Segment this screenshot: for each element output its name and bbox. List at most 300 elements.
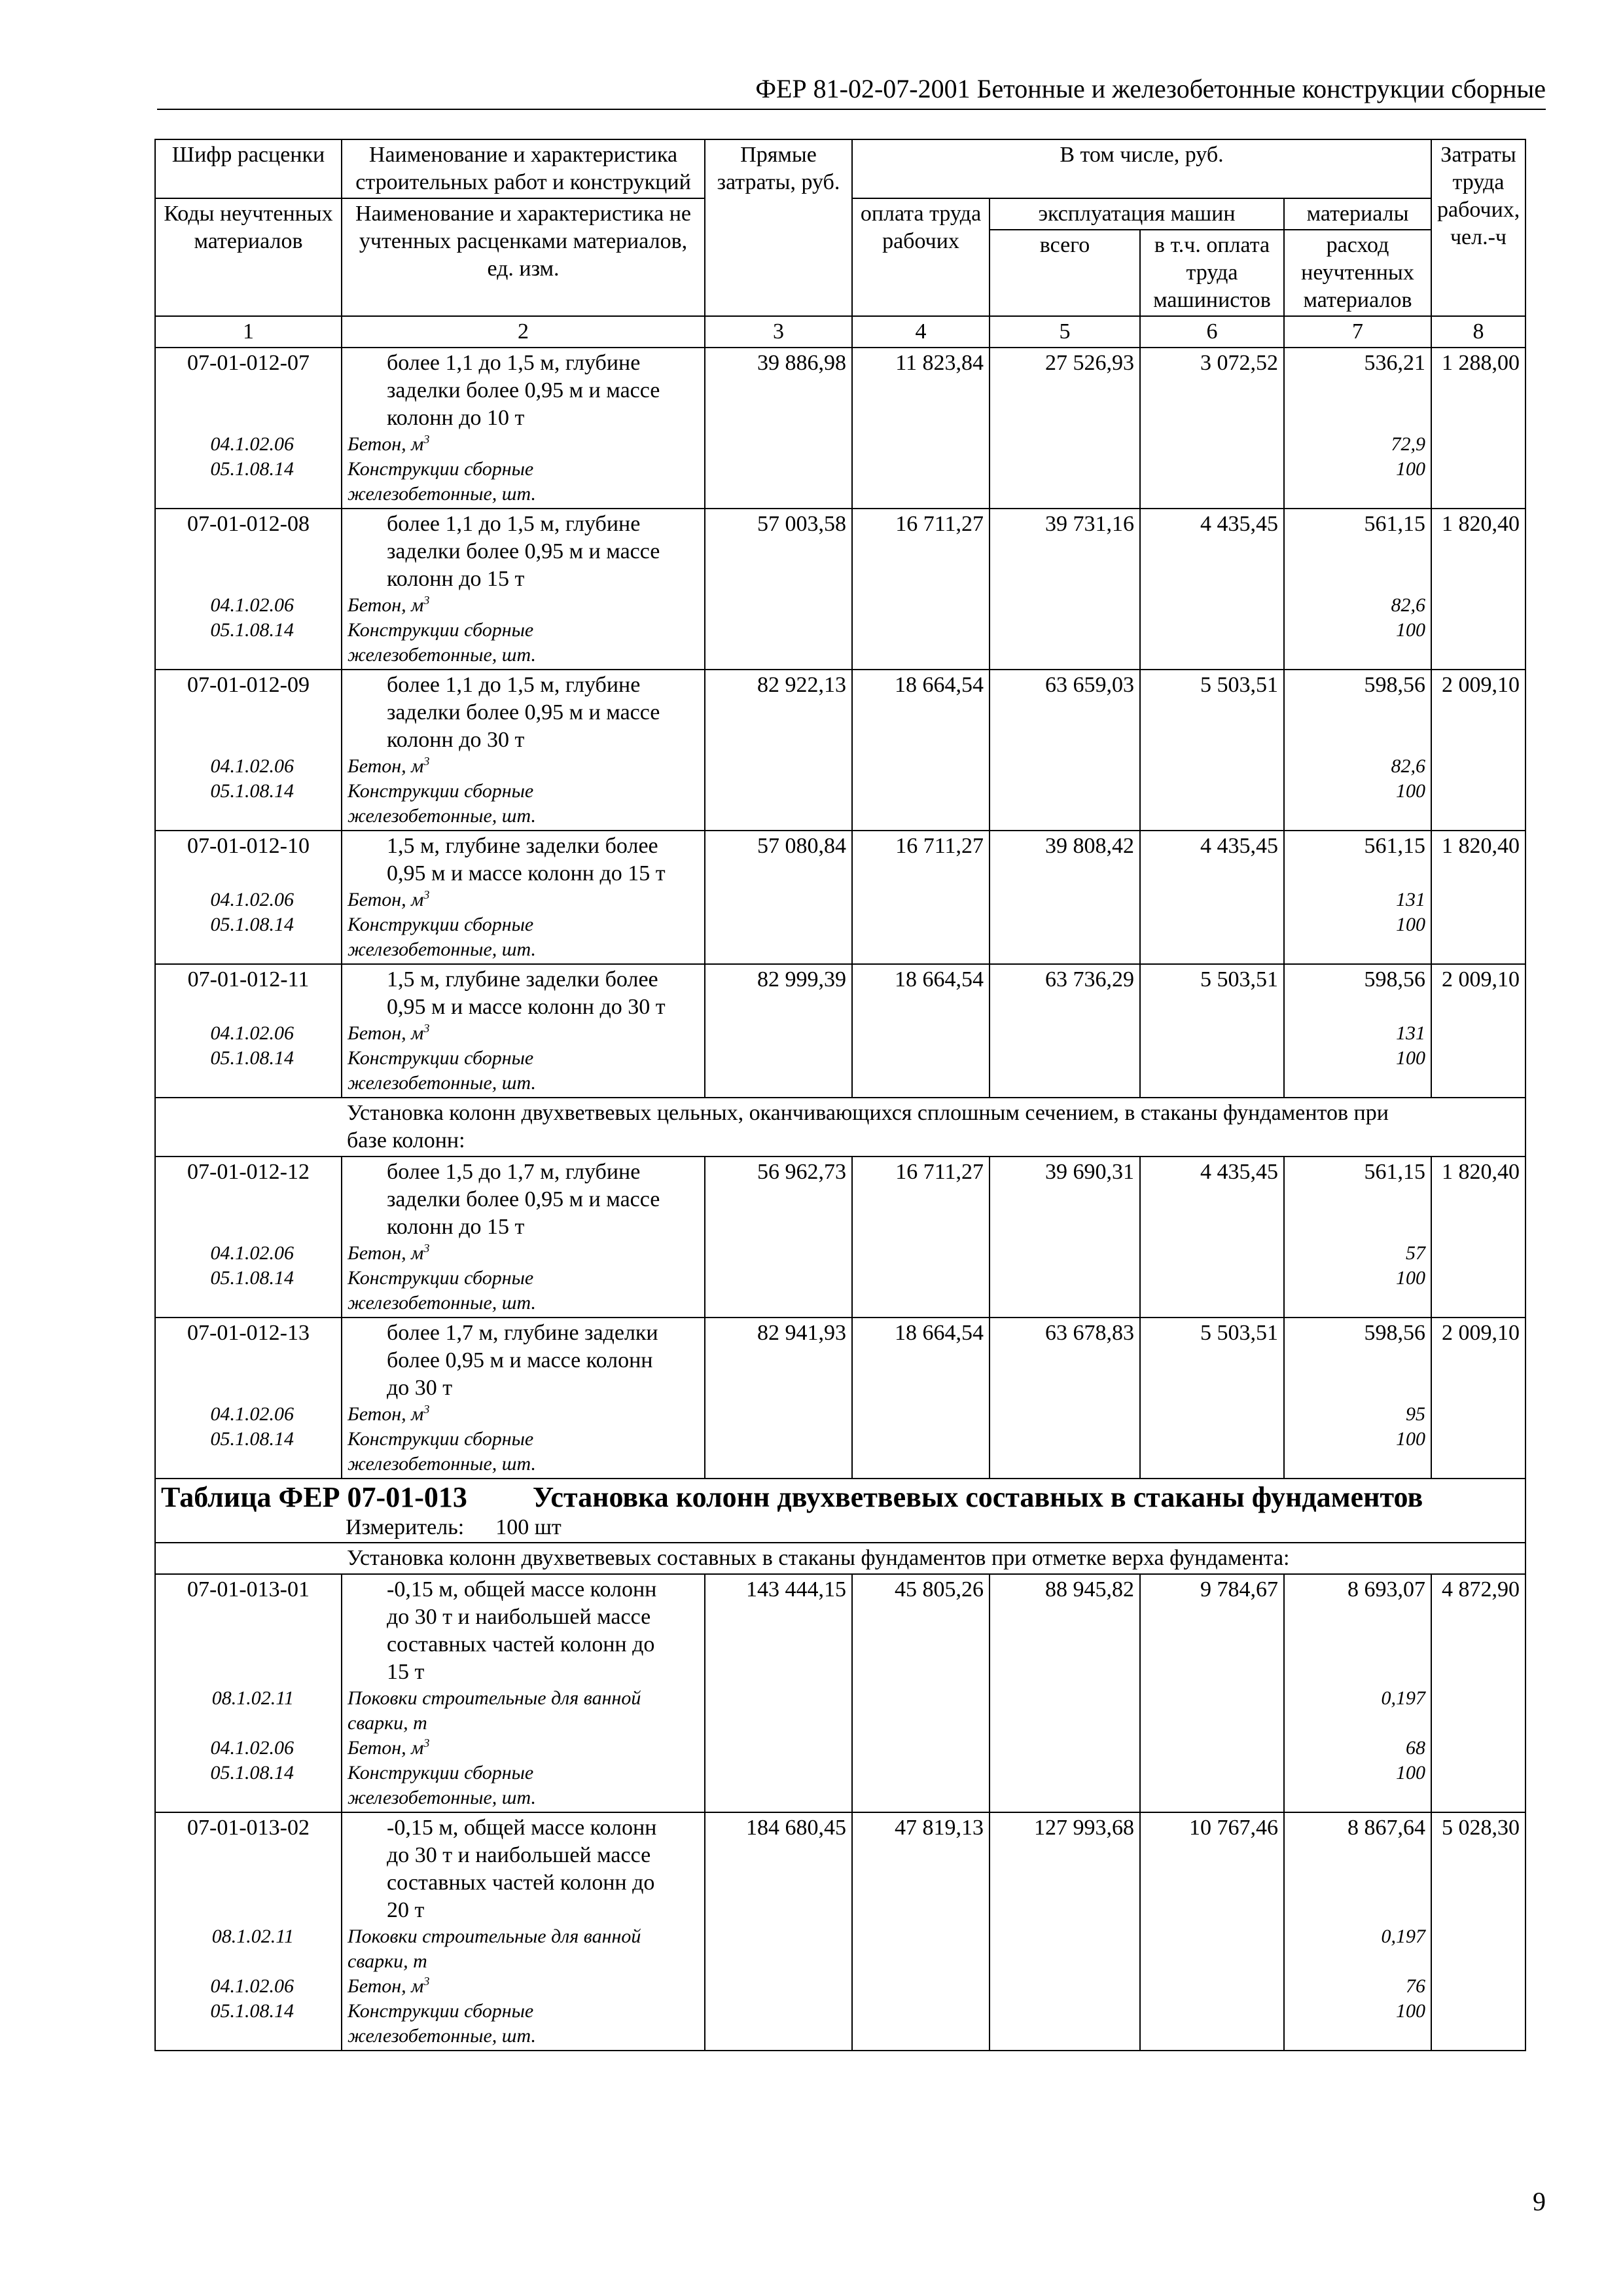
rate-desc-line: более 1,7 м, глубине заделки: [387, 1321, 658, 1345]
rate-direct: 57 003,58: [757, 512, 846, 536]
code-spacer: [161, 377, 336, 432]
rate-materials: 561,15: [1364, 834, 1425, 858]
material-qty: 100: [1396, 780, 1425, 802]
material-name: [348, 432, 699, 457]
material-name: [348, 1046, 699, 1071]
rate-desc-cell: [342, 1318, 705, 1479]
rate-labor-cell: [852, 1157, 990, 1318]
qty-spacer: [1290, 1452, 1425, 1477]
header-direct: Прямые затраты, руб.: [705, 139, 852, 316]
rate-code: 07-01-012-09: [187, 673, 310, 697]
rate-desc-cell: [342, 1157, 705, 1318]
cube-superscript: 3: [423, 1403, 430, 1416]
code-spacer: [161, 1186, 336, 1241]
qty-spacer: [1290, 994, 1425, 1021]
rate-materials-cell: [1284, 670, 1431, 831]
rate-mach-labor-cell: [1140, 348, 1284, 509]
rate-direct-cell: [705, 1812, 852, 2051]
rate-direct: 82 922,13: [757, 673, 846, 697]
rate-hours-cell: [1431, 670, 1525, 831]
cube-superscript: 3: [423, 755, 430, 768]
header-labor: оплата труда рабочих: [852, 198, 990, 316]
section-text-cell: [342, 1098, 1525, 1157]
material-name: [348, 754, 699, 779]
rate-direct-cell: [705, 670, 852, 831]
qty-spacer: [1290, 538, 1425, 593]
material-name-text: Бетон, м: [348, 1975, 424, 1997]
header-mach-total: всего: [990, 230, 1140, 316]
header-group: В том числе, руб.: [852, 139, 1431, 198]
material-name: [348, 1266, 699, 1291]
rate-desc-line: 0,95 м и массе колонн до 15 т: [387, 861, 666, 886]
rate-desc-line: заделки более 0,95 м и массе: [387, 700, 660, 725]
material-qty: 57: [1406, 1242, 1425, 1264]
cube-superscript: 3: [423, 433, 430, 446]
rate-mach-labor: 5 503,51: [1200, 1321, 1278, 1345]
rate-row: [155, 509, 1525, 670]
rate-direct: 82 999,39: [757, 967, 846, 992]
rate-mach: 127 993,68: [1034, 1816, 1134, 1840]
rate-direct: 56 962,73: [757, 1160, 846, 1184]
qty-spacer: [1290, 1347, 1425, 1402]
rate-desc-line: до 30 т и наибольшей массе: [387, 1843, 651, 1867]
material-name-text: Конструкции сборные: [348, 458, 534, 480]
rate-direct: 39 886,98: [757, 351, 846, 375]
rate-mach-labor: 5 503,51: [1200, 673, 1278, 697]
rate-desc-cell: [342, 670, 705, 831]
table-title-number: Таблица ФЕР 07-01-013: [161, 1481, 467, 1513]
material-code: 04.1.02.06: [210, 755, 294, 777]
section-row: [155, 1098, 1525, 1157]
measure-label: Измеритель:: [346, 1515, 465, 1539]
section-empty-cell: [155, 1098, 342, 1157]
rate-mach: 63 678,83: [1045, 1321, 1134, 1345]
col-num: 4: [852, 316, 990, 348]
material-name: [348, 1021, 699, 1046]
rate-code-cell: [155, 1157, 342, 1318]
rate-code-cell: [155, 831, 342, 964]
material-name-cont: железобетонные, шт.: [348, 2025, 536, 2047]
rate-mach-labor-cell: [1140, 1574, 1284, 1812]
material-code: 08.1.02.11: [211, 1687, 294, 1709]
rate-labor-cell: [852, 1574, 990, 1812]
material-name-text: Бетон, м: [348, 594, 424, 616]
material-name-text: Конструкции сборные: [348, 1267, 534, 1289]
material-name-text: Поковки строительные для ванной: [348, 1687, 641, 1709]
rate-labor-cell: [852, 1318, 990, 1479]
rate-desc-line: более 0,95 м и массе колонн: [387, 1348, 653, 1372]
material-code: 04.1.02.06: [210, 1022, 294, 1044]
rate-code: 07-01-012-11: [187, 967, 310, 992]
rate-row: [155, 670, 1525, 831]
rate-desc-line: заделки более 0,95 м и массе: [387, 378, 660, 403]
rate-materials-cell: [1284, 964, 1431, 1098]
rate-mach-cell: [990, 348, 1140, 509]
material-code: 04.1.02.06: [210, 1975, 294, 1997]
code-spacer: [161, 1604, 336, 1686]
rate-desc-line: 0,95 м и массе колонн до 30 т: [387, 995, 666, 1019]
rate-mach-labor: 10 767,46: [1189, 1816, 1278, 1840]
rate-labor: 16 711,27: [895, 834, 984, 858]
rate-materials: 598,56: [1364, 967, 1425, 992]
rate-labor: 16 711,27: [895, 1160, 984, 1184]
rate-desc-line: 20 т: [387, 1898, 425, 1922]
column-numbers-row: [155, 316, 1525, 348]
rate-code: 07-01-012-12: [187, 1160, 310, 1184]
rate-hours: 1 820,40: [1442, 834, 1520, 858]
material-qty: 95: [1406, 1403, 1425, 1425]
rate-desc-line: составных частей колонн до: [387, 1871, 655, 1895]
table-title-row: [155, 1479, 1525, 1543]
material-qty: 100: [1396, 914, 1425, 935]
rate-desc-cell: [342, 348, 705, 509]
rate-labor: 18 664,54: [895, 967, 984, 992]
section-text-line: Установка колонн двухветвевых составных в стаканы фундаментов при отметке верха фундамента:: [347, 1546, 1290, 1570]
qty-spacer: [1290, 699, 1425, 754]
rate-desc-line: более 1,1 до 1,5 м, глубине: [387, 673, 641, 697]
col-num: 5: [990, 316, 1140, 348]
rate-code: 07-01-012-13: [187, 1321, 310, 1345]
rate-direct-cell: [705, 1574, 852, 1812]
rate-code-cell: [155, 1574, 342, 1812]
rate-mach-cell: [990, 831, 1140, 964]
rate-hours-cell: [1431, 964, 1525, 1098]
section-empty-cell: [155, 1543, 342, 1574]
rate-mach: 88 945,82: [1045, 1577, 1134, 1602]
rate-mach-labor-cell: [1140, 1812, 1284, 2051]
rate-direct-cell: [705, 964, 852, 1098]
rate-desc-line: колонн до 30 т: [387, 728, 525, 752]
rate-materials-cell: [1284, 831, 1431, 964]
rate-hours: 1 820,40: [1442, 512, 1520, 536]
col-num: 8: [1431, 316, 1525, 348]
material-code: 08.1.02.11: [211, 1926, 294, 1947]
material-code: 05.1.08.14: [210, 2000, 294, 2022]
material-name: [348, 888, 699, 912]
col-num: 1: [155, 316, 342, 348]
rate-mach-cell: [990, 1574, 1140, 1812]
qty-spacer: [1290, 643, 1425, 668]
material-qty: 100: [1396, 619, 1425, 641]
material-name-cont: железобетонные, шт.: [348, 1072, 536, 1094]
material-qty: 100: [1396, 2000, 1425, 2022]
rate-mach: 27 526,93: [1045, 351, 1134, 375]
rate-mach-cell: [990, 1157, 1140, 1318]
material-qty: 100: [1396, 1047, 1425, 1069]
rate-row: [155, 1812, 1525, 2051]
rate-mach: 39 731,16: [1045, 512, 1134, 536]
rate-direct: 82 941,93: [757, 1321, 846, 1345]
rate-row: [155, 964, 1525, 1098]
material-code: 04.1.02.06: [210, 433, 294, 455]
qty-spacer: [1290, 1785, 1425, 1810]
rate-desc-cell: [342, 831, 705, 964]
rate-desc-line: более 1,1 до 1,5 м, глубине: [387, 512, 641, 536]
rate-row: [155, 348, 1525, 509]
material-name-cont: железобетонные, шт.: [348, 939, 536, 960]
rate-code-cell: [155, 1812, 342, 2051]
rate-labor: 16 711,27: [895, 512, 984, 536]
material-name-cont: железобетонные, шт.: [348, 1292, 536, 1314]
code-spacer: [161, 860, 336, 888]
material-name: [348, 457, 699, 482]
section-text-line: Установка колонн двухветвевых цельных, оканчивающихся сплошным сечением, в стаканы фундаментов при: [347, 1101, 1389, 1125]
rate-materials: 8 693,07: [1347, 1577, 1425, 1602]
rate-direct-cell: [705, 509, 852, 670]
material-name-text: Конструкции сборные: [348, 1762, 534, 1784]
material-name-text: Конструкции сборные: [348, 914, 534, 935]
cube-superscript: 3: [423, 888, 430, 901]
material-qty: 76: [1406, 1975, 1425, 1997]
material-code-spacer: [161, 482, 336, 507]
material-name: [348, 1427, 699, 1452]
material-name: [348, 1974, 699, 1999]
material-code-spacer: [161, 1785, 336, 1810]
rate-materials-cell: [1284, 1318, 1431, 1479]
material-qty: 72,9: [1391, 433, 1425, 455]
rate-code: 07-01-013-01: [187, 1577, 310, 1602]
qty-spacer: [1290, 1949, 1425, 1974]
rate-hours-cell: [1431, 348, 1525, 509]
material-code: 04.1.02.06: [210, 594, 294, 616]
header-mach-labor: в т.ч. оплата труда машинистов: [1140, 230, 1284, 316]
rate-desc-line: колонн до 15 т: [387, 1215, 525, 1239]
material-code: 05.1.08.14: [210, 1762, 294, 1784]
rate-desc-line: 1,5 м, глубине заделки более: [387, 967, 658, 992]
material-code-spacer: [161, 1291, 336, 1316]
measure-line: [161, 1515, 1520, 1541]
rate-mach: 39 690,31: [1045, 1160, 1134, 1184]
rate-hours-cell: [1431, 1318, 1525, 1479]
rate-labor: 47 819,13: [895, 1816, 984, 1840]
material-name: [348, 1924, 699, 1949]
header-materials: материалы: [1284, 198, 1431, 230]
measure-value: 100 шт: [495, 1515, 562, 1539]
code-spacer: [161, 994, 336, 1021]
rate-desc-line: более 1,1 до 1,5 м, глубине: [387, 351, 641, 375]
rate-code-cell: [155, 509, 342, 670]
qty-spacer: [1290, 1842, 1425, 1924]
rate-code-cell: [155, 1318, 342, 1479]
material-code: 05.1.08.14: [210, 1047, 294, 1069]
rate-code-cell: [155, 964, 342, 1098]
table-title-cell: [155, 1479, 1525, 1543]
rate-hours: 4 872,90: [1442, 1577, 1520, 1602]
rate-mach-labor: 4 435,45: [1200, 834, 1278, 858]
rate-materials-cell: [1284, 1574, 1431, 1812]
material-name-text: Бетон, м: [348, 1022, 424, 1044]
code-spacer: [161, 538, 336, 593]
rate-desc-cell: [342, 964, 705, 1098]
rates-table: [154, 139, 1526, 2051]
material-name-text: Конструкции сборные: [348, 619, 534, 641]
rate-materials: 598,56: [1364, 1321, 1425, 1345]
rate-row: [155, 1574, 1525, 1812]
rate-row: [155, 831, 1525, 964]
rate-code: 07-01-012-07: [187, 351, 310, 375]
qty-spacer: [1290, 482, 1425, 507]
material-code: 04.1.02.06: [210, 1737, 294, 1759]
qty-spacer: [1290, 860, 1425, 888]
cube-superscript: 3: [423, 1242, 430, 1255]
material-qty: 0,197: [1381, 1687, 1425, 1709]
material-name-text: Конструкции сборные: [348, 1428, 534, 1450]
rate-hours-cell: [1431, 1812, 1525, 2051]
rate-mach-labor: 3 072,52: [1200, 351, 1278, 375]
cube-superscript: 3: [423, 1736, 430, 1749]
rate-labor: 11 823,84: [895, 351, 984, 375]
material-name: [348, 1761, 699, 1785]
col-num: 6: [1140, 316, 1284, 348]
header-name: Наименование и характеристика строительных работ и конструкций: [342, 139, 705, 198]
rate-mach-cell: [990, 670, 1140, 831]
rate-labor: 45 805,26: [895, 1577, 984, 1602]
rate-materials-cell: [1284, 1812, 1431, 2051]
rate-materials-cell: [1284, 509, 1431, 670]
material-name-text: Конструкции сборные: [348, 1047, 534, 1069]
rate-hours: 2 009,10: [1442, 673, 1520, 697]
rate-mach-cell: [990, 509, 1140, 670]
rate-materials: 561,15: [1364, 512, 1425, 536]
rate-desc-line: колонн до 10 т: [387, 406, 525, 430]
rate-direct-cell: [705, 831, 852, 964]
qty-spacer: [1290, 377, 1425, 432]
rate-desc-line: 1,5 м, глубине заделки более: [387, 834, 658, 858]
rate-row: [155, 1157, 1525, 1318]
qty-spacer: [1290, 2024, 1425, 2049]
material-qty: 100: [1396, 1762, 1425, 1784]
header-row-1: [155, 139, 1525, 198]
rate-code-cell: [155, 348, 342, 509]
rate-hours-cell: [1431, 509, 1525, 670]
rate-hours-cell: [1431, 1574, 1525, 1812]
rate-mach-labor-cell: [1140, 831, 1284, 964]
qty-spacer: [1290, 1604, 1425, 1686]
rate-labor-cell: [852, 831, 990, 964]
rate-mach-cell: [990, 1812, 1140, 2051]
rate-mach: 39 808,42: [1045, 834, 1134, 858]
rate-desc-line: составных частей колонн до: [387, 1632, 655, 1657]
material-qty: 82,6: [1391, 594, 1425, 616]
cube-superscript: 3: [423, 1975, 430, 1988]
material-code-spacer: [161, 1452, 336, 1477]
rate-desc-cell: [342, 509, 705, 670]
rate-direct-cell: [705, 348, 852, 509]
code-spacer: [161, 1842, 336, 1924]
material-code-spacer: [161, 804, 336, 829]
col-num: 2: [342, 316, 705, 348]
qty-spacer: [1290, 804, 1425, 829]
rate-materials: 8 867,64: [1347, 1816, 1425, 1840]
rate-mach: 63 736,29: [1045, 967, 1134, 992]
header-mat-names: Наименование и характеристика не учтенных расценками материалов, ед. изм.: [342, 198, 705, 316]
material-code: 04.1.02.06: [210, 1403, 294, 1425]
rate-hours-cell: [1431, 1157, 1525, 1318]
document-header-title: ФЕР 81-02-07-2001 Бетонные и железобетонные конструкции сборные: [755, 74, 1546, 103]
rate-desc-line: заделки более 0,95 м и массе: [387, 539, 660, 564]
rate-desc-line: -0,15 м, общей массе колонн: [387, 1577, 657, 1602]
material-code-spacer: [161, 643, 336, 668]
table-title-text: Установка колонн двухветвевых составных в стаканы фундаментов: [532, 1481, 1423, 1513]
rate-mach-cell: [990, 1318, 1140, 1479]
material-code-spacer: [161, 937, 336, 962]
rate-mach-labor-cell: [1140, 1318, 1284, 1479]
rate-mach-labor-cell: [1140, 964, 1284, 1098]
col-num: 3: [705, 316, 852, 348]
rate-mach-labor-cell: [1140, 670, 1284, 831]
material-code-spacer: [161, 2024, 336, 2049]
material-code: 05.1.08.14: [210, 1267, 294, 1289]
material-qty: 100: [1396, 1267, 1425, 1289]
code-spacer: [161, 1347, 336, 1402]
material-name-text: Бетон, м: [348, 1242, 424, 1264]
rate-desc-line: до 30 т и наибольшей массе: [387, 1605, 651, 1629]
rate-mach-labor-cell: [1140, 509, 1284, 670]
material-code-spacer: [161, 1071, 336, 1096]
material-code-spacer: [161, 1949, 336, 1974]
material-name-text: Бетон, м: [348, 1403, 424, 1425]
rate-labor: 18 664,54: [895, 673, 984, 697]
rate-desc-line: колонн до 15 т: [387, 567, 525, 591]
page-number: 9: [1533, 2187, 1546, 2216]
material-qty: 0,197: [1381, 1926, 1425, 1947]
header-machines: эксплуатация машин: [990, 198, 1284, 230]
material-name: [348, 618, 699, 643]
material-name-text: Бетон, м: [348, 755, 424, 777]
rate-direct: 143 444,15: [746, 1577, 846, 1602]
rate-desc-line: более 1,5 до 1,7 м, глубине: [387, 1160, 641, 1184]
header-mat-codes: Коды неучтенных материалов: [155, 198, 342, 316]
qty-spacer: [1290, 937, 1425, 962]
material-code: 05.1.08.14: [210, 780, 294, 802]
material-code: 05.1.08.14: [210, 619, 294, 641]
material-qty: 100: [1396, 458, 1425, 480]
header-code: Шифр расценки: [155, 139, 342, 198]
material-code-spacer: [161, 1711, 336, 1736]
material-code: 05.1.08.14: [210, 458, 294, 480]
rate-direct-cell: [705, 1318, 852, 1479]
rate-hours: 2 009,10: [1442, 1321, 1520, 1345]
material-qty: 100: [1396, 1428, 1425, 1450]
qty-spacer: [1290, 1071, 1425, 1096]
material-name-text: Бетон, м: [348, 889, 424, 910]
col-num: 7: [1284, 316, 1431, 348]
material-name: [348, 912, 699, 937]
material-code: 05.1.08.14: [210, 1428, 294, 1450]
rate-labor-cell: [852, 964, 990, 1098]
header-rule: [157, 109, 1546, 110]
rate-mach-cell: [990, 964, 1140, 1098]
material-name-text: Бетон, м: [348, 1737, 424, 1759]
rate-materials: 536,21: [1364, 351, 1425, 375]
rate-row: [155, 1318, 1525, 1479]
rate-direct: 184 680,45: [746, 1816, 846, 1840]
rate-labor-cell: [852, 348, 990, 509]
material-name: [348, 1686, 699, 1711]
qty-spacer: [1290, 1711, 1425, 1736]
rate-labor: 18 664,54: [895, 1321, 984, 1345]
material-name-text: Поковки строительные для ванной: [348, 1926, 641, 1947]
rate-hours: 1 820,40: [1442, 1160, 1520, 1184]
material-code: 04.1.02.06: [210, 889, 294, 910]
header-hours: Затраты труда рабочих, чел.-ч: [1431, 139, 1525, 316]
material-name-cont: железобетонные, шт.: [348, 1787, 536, 1808]
rate-code: 07-01-013-02: [187, 1816, 310, 1840]
rate-mach-labor: 9 784,67: [1200, 1577, 1278, 1602]
rate-direct: 57 080,84: [757, 834, 846, 858]
rate-labor-cell: [852, 1812, 990, 2051]
section-row: [155, 1543, 1525, 1574]
